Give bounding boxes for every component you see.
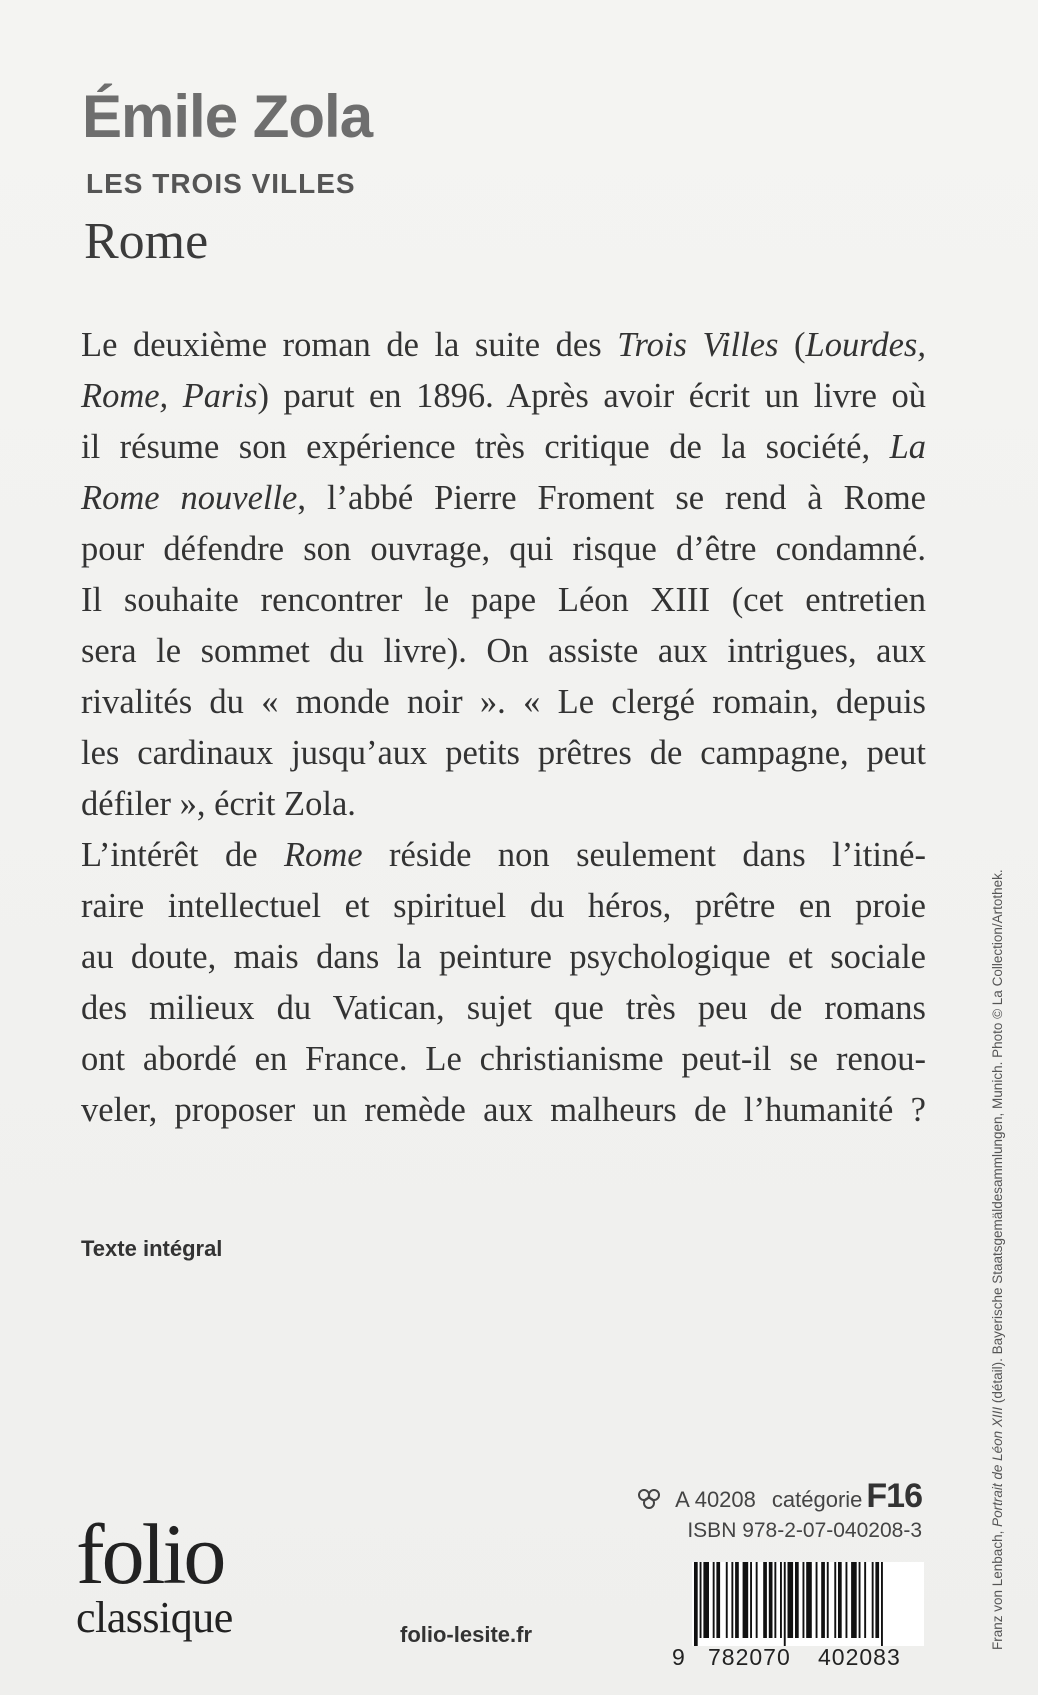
barcode-right-digits: 402083 xyxy=(818,1644,901,1670)
barcode-bar xyxy=(735,1562,739,1638)
blurb-line: sera le sommet du livre). On assiste aux intrigues, aux xyxy=(81,632,926,670)
blurb-line: rivalités du « monde noir ». « Le clergé romain, depuis xyxy=(81,683,926,721)
catalog-codes xyxy=(635,1476,922,1546)
barcode-first-digit: 9 xyxy=(672,1644,686,1670)
logo-folio: folio xyxy=(76,1506,224,1602)
barcode-bars xyxy=(692,1562,924,1646)
barcode-bar xyxy=(834,1562,836,1638)
barcode-bar xyxy=(859,1562,861,1638)
blurb-line: raire intellectuel et spirituel du héros, prêtre en proie xyxy=(81,887,926,925)
category-label: catégorie xyxy=(771,1487,863,1512)
barcode-bar xyxy=(780,1562,782,1638)
blurb-line: veler, proposer un remède aux malheurs de l’humanité ? xyxy=(81,1091,926,1129)
barcode-bar xyxy=(731,1562,733,1638)
barcode-bar xyxy=(846,1562,848,1638)
barcode-bar xyxy=(743,1562,749,1638)
integral-text-label: Texte intégral xyxy=(81,1236,223,1261)
gallimard-trefoil-icon xyxy=(635,1483,663,1505)
blurb-line: au doute, mais dans la peinture psychologique et sociale xyxy=(81,938,926,976)
barcode-bar xyxy=(750,1562,752,1638)
barcode-left-digits: 782070 xyxy=(708,1644,791,1670)
blurb-line: des milieux du Vatican, sujet que très peu de romans xyxy=(81,989,926,1027)
blurb-line: L’intérêt de Rome réside non seulement dans l’itiné- xyxy=(81,836,926,874)
barcode-bar xyxy=(694,1562,698,1646)
blurb-line: ont abordé en France. Le christianisme peut-il se renou- xyxy=(81,1040,926,1078)
barcode-bar xyxy=(864,1562,866,1638)
blurb-line: Le deuxième roman de la suite des Trois Villes (Lourdes, xyxy=(81,326,926,364)
barcode-bar xyxy=(763,1562,767,1638)
barcode-bar xyxy=(788,1562,794,1638)
series-title: LES TROIS VILLES xyxy=(86,168,356,199)
catalog-number: A 40208 xyxy=(675,1487,756,1512)
barcode-bar xyxy=(716,1562,720,1638)
photo-credit: Franz von Lenbach, Portrait de Léon XIII (détail). Bayerische Staatsgemäldesammlungen, Munich. Photo © La Collection/Artothek. xyxy=(990,869,1005,1650)
book-title: Rome xyxy=(84,213,209,270)
barcode-bar xyxy=(726,1562,728,1638)
barcode-bar xyxy=(806,1562,812,1638)
barcode-bar xyxy=(784,1562,786,1646)
barcode-bar xyxy=(795,1562,799,1638)
barcode-bar xyxy=(872,1562,874,1638)
blurb-line: Il souhaite rencontrer le pape Léon XIII (cet entretien xyxy=(81,581,926,619)
author-name: Émile Zola xyxy=(82,83,373,150)
barcode-bar xyxy=(838,1562,842,1638)
blurb-line: défiler », écrit Zola. xyxy=(81,785,356,823)
barcode-bar xyxy=(881,1562,883,1646)
barcode-bar xyxy=(803,1562,805,1638)
barcode-bar xyxy=(703,1562,709,1638)
logo-classique: classique xyxy=(76,1593,233,1642)
barcode-bar xyxy=(816,1562,818,1638)
blurb-line: les cardinaux jusqu’aux petits prêtres de campagne, peut xyxy=(81,734,926,772)
barcode xyxy=(672,1562,924,1672)
blurb-line: il résume son expérience très critique de la société, La xyxy=(81,428,926,466)
barcode-bar xyxy=(713,1562,715,1638)
barcode-bar xyxy=(821,1562,825,1638)
folio-classique-logo xyxy=(76,1506,233,1642)
category-code: F16 xyxy=(866,1477,922,1515)
barcode-bar xyxy=(827,1562,829,1638)
barcode-bar xyxy=(774,1562,776,1638)
barcode-bar xyxy=(851,1562,857,1638)
blurb xyxy=(81,320,926,1136)
blurb-line: pour défendre son ouvrage, qui risque d’être condamné. xyxy=(81,530,926,568)
blurb-line: Rome, Paris) parut en 1896. Après avoir écrit un livre où xyxy=(81,377,926,415)
barcode-bar xyxy=(875,1562,879,1638)
barcode-bar xyxy=(700,1562,702,1638)
barcode-bar xyxy=(756,1562,758,1638)
website-link: folio-lesite.fr xyxy=(400,1622,533,1647)
blurb-line: Rome nouvelle, l’abbé Pierre Froment se rend à Rome xyxy=(81,479,926,517)
barcode-bar xyxy=(769,1562,773,1638)
isbn: ISBN 978-2-07-040208-3 xyxy=(687,1519,922,1542)
